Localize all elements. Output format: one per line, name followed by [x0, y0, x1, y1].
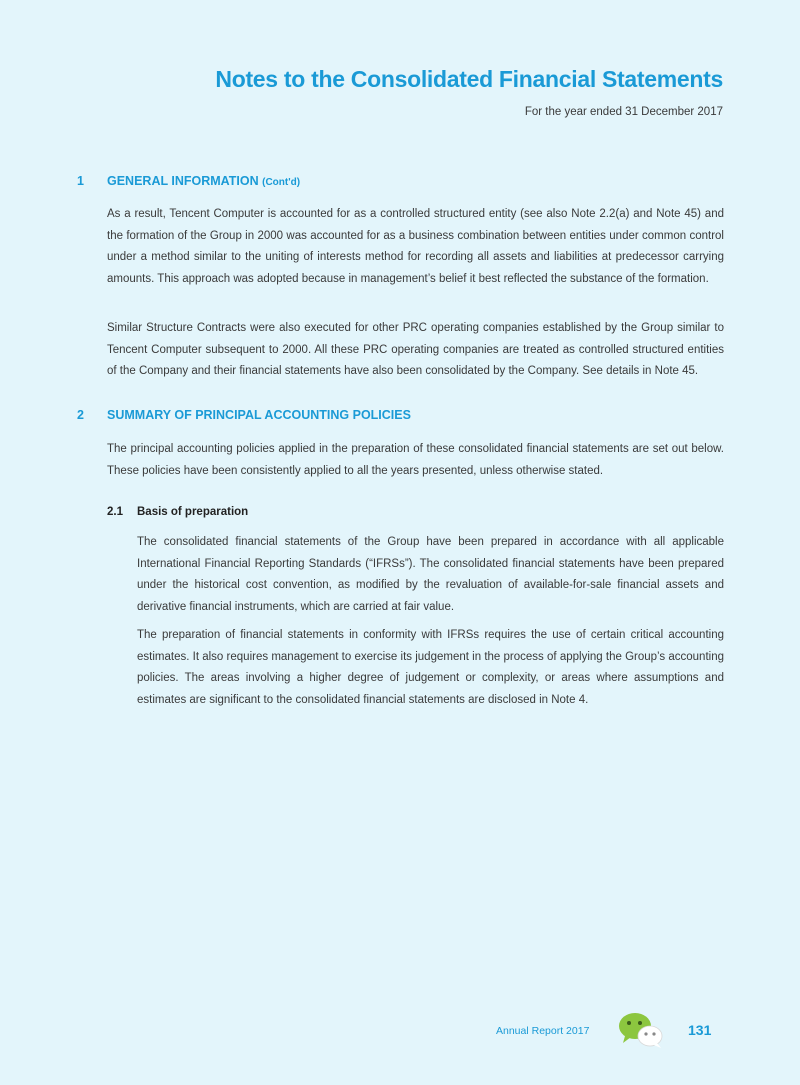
- paragraph: As a result, Tencent Computer is accounted for as a controlled structured entity (see also Note 2.2(a) and Note 45) and the formation of the Group in 2000 was accounted for as a business combination between entities under common control under a method similar to the uniting of interests method for recording all assets and liabilities at predecessor carrying amounts. This approach was adopted because in management’s belief it best reflected the substance of the formation.: [107, 208, 724, 285]
- subsection-number: 2.1: [107, 506, 123, 518]
- page-subtitle: For the year ended 31 December 2017: [524, 106, 723, 118]
- subsection-title: Basis of preparation: [137, 506, 249, 518]
- section-cont-label: (Cont'd): [262, 177, 301, 188]
- paragraph: The principal accounting policies applied in the preparation of these consolidated financial statements are set out below. These policies have been consistently applied to all the years presented, unless otherwise stated.: [107, 443, 724, 477]
- wechat-icon: [617, 1010, 667, 1050]
- section-number: 2: [77, 408, 84, 422]
- section-title: SUMMARY OF PRINCIPAL ACCOUNTING POLICIES: [107, 408, 411, 422]
- section-title: [107, 174, 300, 188]
- footer-report-label: Annual Report 2017: [496, 1025, 590, 1037]
- paragraph: The preparation of financial statements in conformity with IFRSs requires the use of certain critical accounting estimates. It also requires management to exercise its judgement in the process of applying the Group’s accounting policies. The areas involving a higher degree of judgement or complexity, or areas where assumptions and estimates are significant to the consolidated financial statements are disclosed in Note 4.: [137, 629, 724, 706]
- page-title: Notes to the Consolidated Financial Statements: [215, 66, 723, 92]
- section-number: 1: [77, 174, 84, 188]
- page-number: 131: [688, 1022, 712, 1038]
- paragraph: The consolidated financial statements of the Group have been prepared in accordance with all applicable International Financial Reporting Standards (“IFRSs”). The consolidated financial statements have been prepared under the historical cost convention, as modified by the revaluation of available-for-sale financial assets and derivative financial instruments, which are carried at fair value.: [137, 536, 724, 613]
- section-title-text: GENERAL INFORMATION: [107, 174, 259, 188]
- paragraph: Similar Structure Contracts were also executed for other PRC operating companies established by the Group similar to Tencent Computer subsequent to 2000. All these PRC operating companies are treated as controlled structured entities of the Company and their financial statements have also been consolidated by the Company. See details in Note 45.: [107, 322, 724, 377]
